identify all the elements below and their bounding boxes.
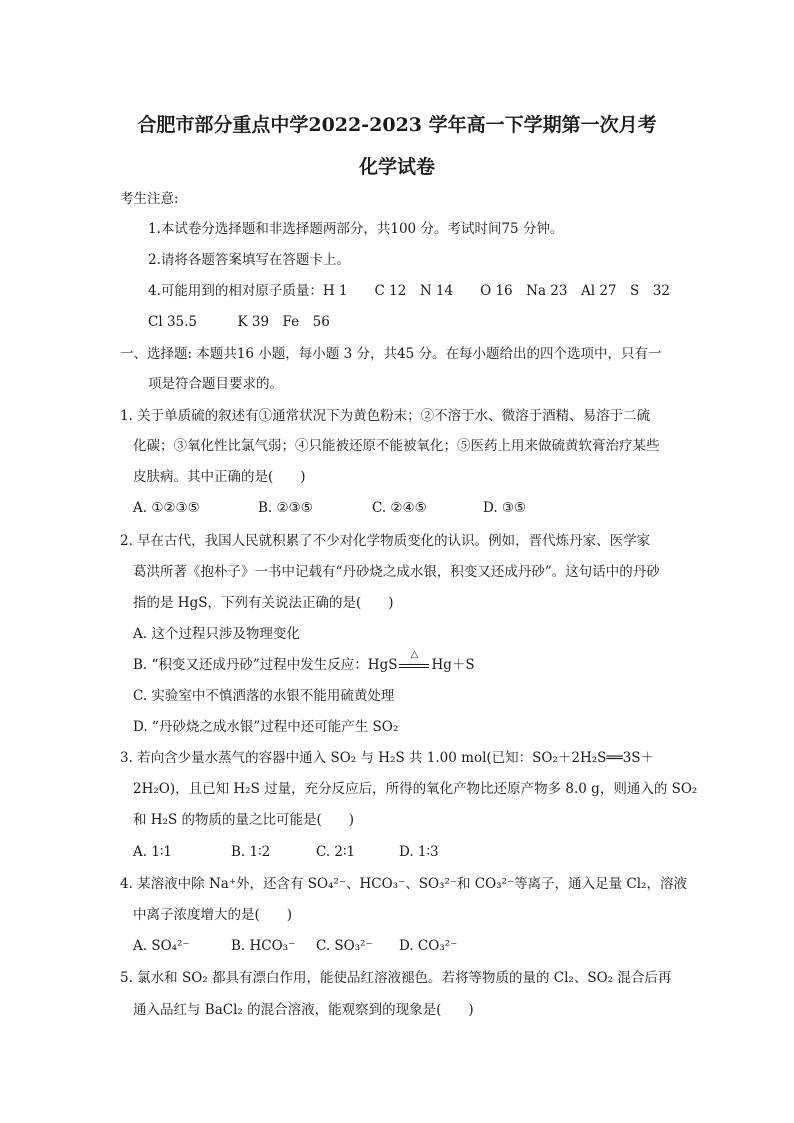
notice-heading: 考生注意: [120, 191, 179, 207]
q5-line2: 通入品红与 BaCl₂ 的混合溶液，能观察到的现象是( ) [133, 1002, 474, 1018]
notice-item-3: 4.可能用到的相对原子质量：H 1 C 12 N 14 O 16 Na 23 Al 27 S 32 [148, 283, 670, 299]
q4-option-c: C. SO₃²⁻ [316, 938, 373, 954]
q2-option-b-products: Hg＋S [431, 657, 475, 673]
q2-option-c: C. 实验室中不慎洒落的水银不能用硫黄处理 [133, 688, 395, 704]
q5-line1: 5. 氯水和 SO₂ 都具有漂白作用，能使品红溶液褪色。若将等物质的量的 Cl₂、SO₂ 混合后再 [120, 970, 672, 986]
q2-option-a: A. 这个过程只涉及物理变化 [133, 626, 300, 642]
exam-subtitle: 化学试卷 [358, 156, 435, 178]
q3-option-a: A. 1∶1 [133, 844, 173, 860]
heat-equals-sign [397, 649, 431, 674]
q4-line2: 中离子浓度增大的是( ) [133, 907, 293, 923]
q1-option-c: C. ②④⑤ [372, 500, 427, 516]
section-heading-line1: 一、选择题: 本题共16 小题，每小题 3 分，共45 分。在每小题给出的四个选项中，只有一 [120, 346, 662, 362]
q3-line3: 和 H₂S 的物质的量之比可能是( ) [133, 812, 355, 828]
q2-line3: 指的是 HgS，下列有关说法正确的是( ) [133, 595, 394, 611]
q2-option-b-text: B. “积变又还成丹砂”过程中发生反应：HgS [133, 657, 398, 673]
section-heading-line2: 项是符合题目要求的。 [148, 376, 283, 392]
q3-line1: 3. 若向含少量水蒸气的容器中通入 SO₂ 与 H₂S 共 1.00 mol(已知：SO₂＋2H₂S══3S＋ [120, 750, 654, 766]
q1-option-a: A. ①②③⑤ [133, 500, 200, 516]
heat-condition: △ [410, 649, 419, 660]
q2-line1: 2. 早在古代，我国人民就积累了不少对化学物质变化的认识。例如，晋代炼丹家、医学家 [120, 533, 651, 549]
q1-line1: 1. 关于单质硫的叙述有①通常状况下为黄色粉末；②不溶于水、微溶于酒精、易溶于二硫 [120, 408, 651, 424]
q4-option-d: D. CO₃²⁻ [399, 938, 458, 954]
q1-option-b: B. ②③⑤ [258, 500, 313, 516]
q1-line2: 化碳；③氧化性比氯气弱；④只能被还原不能被氧化；⑤医药上用来做硫黄软膏治疗某些 [133, 438, 660, 454]
q1-option-d: D. ③⑤ [483, 500, 527, 516]
q3-option-c: C. 2∶1 [316, 844, 356, 860]
notice-item-4: Cl 35.5 K 39 Fe 56 [148, 314, 330, 330]
q2-line2: 葛洪所著《抱朴子》一书中记载有“丹砂烧之成水银，积变又还成丹砂”。这句话中的丹砂 [133, 564, 660, 580]
q4-line1: 4. 某溶液中除 Na⁺外，还含有 SO₄²⁻、HCO₃⁻、SO₃²⁻和 CO₃²⁻等离子，通入足量 Cl₂，溶液 [120, 876, 687, 892]
q4-option-b: B. HCO₃⁻ [231, 938, 296, 954]
q2-option-b [133, 649, 475, 674]
q1-line3: 皮肤病。其中正确的是( ) [133, 469, 306, 485]
q3-option-d: D. 1∶3 [399, 844, 439, 860]
q2-option-d: D. “丹砂烧之成水银”过程中还可能产生 SO₂ [133, 719, 399, 735]
q3-line2: 2H₂O)，且已知 H₂S 过量，充分反应后，所得的氧化产物比还原产物多 8.0 g，则通入的 SO₂ [133, 781, 698, 797]
q3-option-b: B. 1∶2 [231, 844, 271, 860]
exam-title: 合肥市部分重点中学2022-2023 学年高一下学期第一次月考 [137, 114, 657, 136]
notice-item-1: 1.本试卷分选择题和非选择题两部分，共100 分。考试时间75 分钟。 [148, 221, 564, 237]
q4-option-a: A. SO₄²⁻ [133, 938, 190, 954]
notice-item-2: 2.请将各题答案填写在答题卡上。 [148, 252, 350, 268]
